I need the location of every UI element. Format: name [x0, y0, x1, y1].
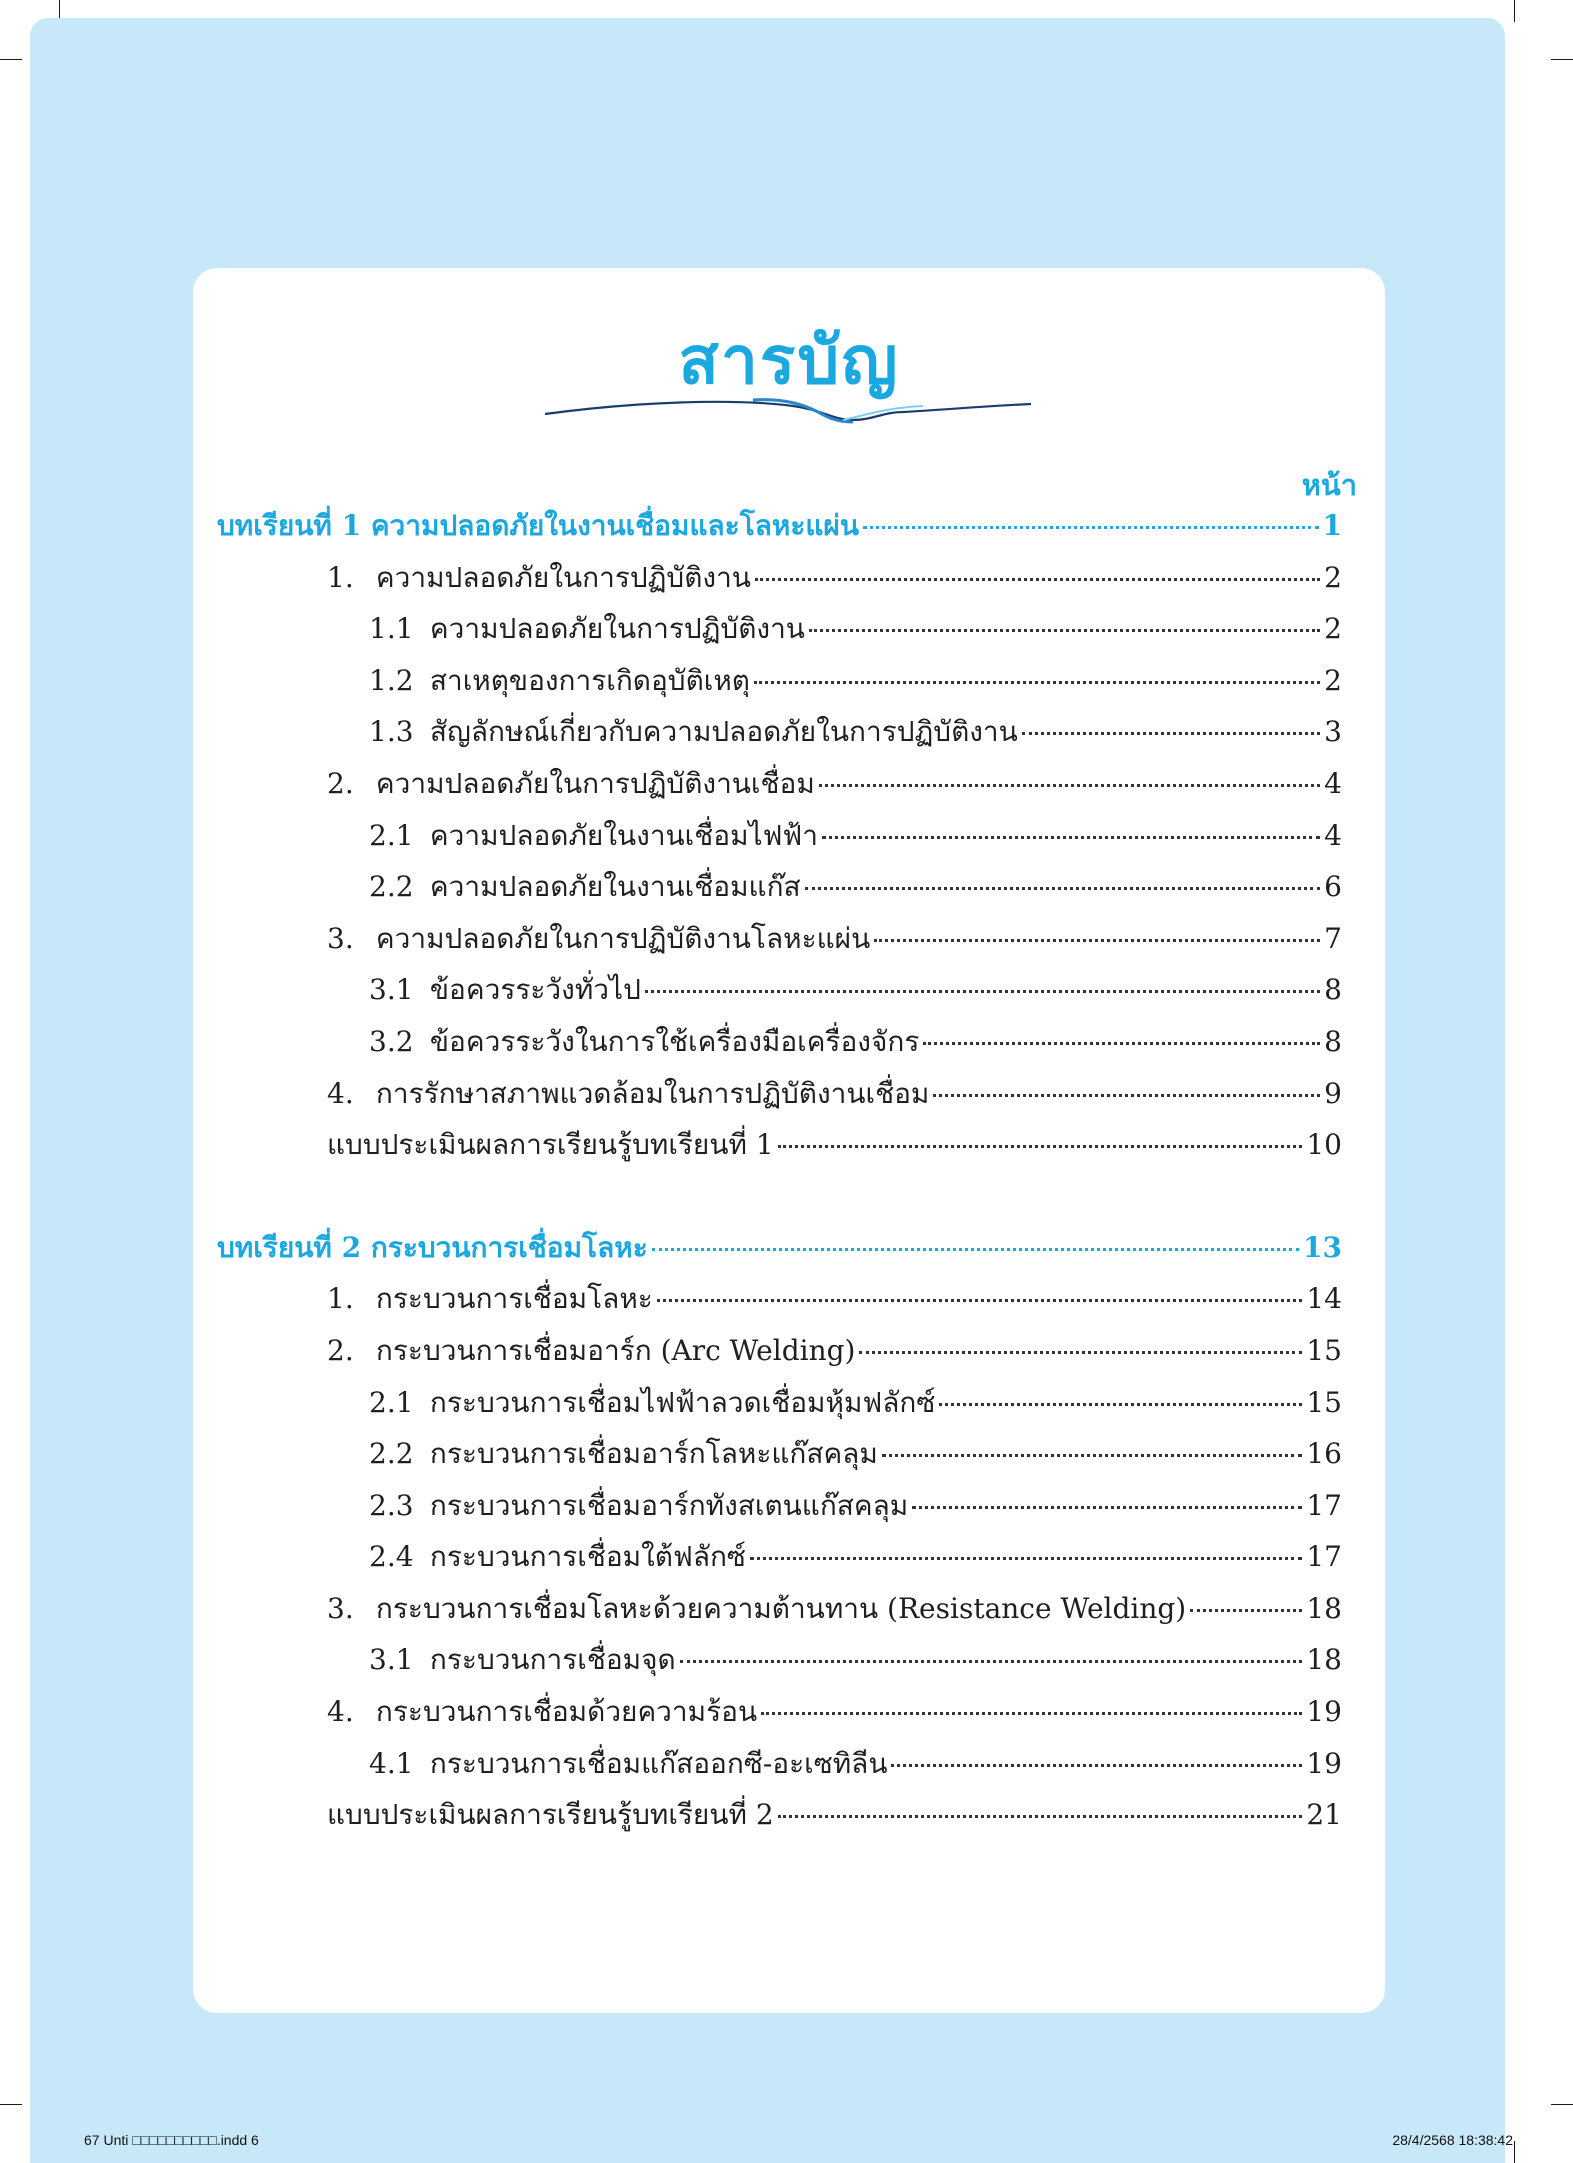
- entry-text: กระบวนการเชื่อมอาร์กทังสเตนแก๊สคลุม: [429, 1488, 909, 1522]
- dot-leader: [819, 784, 1320, 787]
- dot-leader: [805, 887, 1321, 890]
- dot-leader: [933, 1094, 1320, 1097]
- page-title: สารบัญ: [678, 322, 900, 399]
- entry-number: 3.2: [369, 1024, 414, 1058]
- entry-page-number: 6: [1324, 870, 1342, 904]
- toc-entry-row[interactable]: [217, 968, 1342, 1020]
- entry-page-number: 2: [1324, 663, 1342, 697]
- entry-page-number: 21: [1306, 1798, 1342, 1832]
- entry-number: 3.: [327, 921, 354, 955]
- entry-label: [369, 1020, 919, 1064]
- entry-number: 2.4: [369, 1540, 414, 1574]
- entry-number: 2.: [327, 1333, 354, 1367]
- crop-mark: [1514, 2141, 1515, 2163]
- entry-text: แบบประเมินผลการเรียนรู้บทเรียนที่ 1: [327, 1128, 774, 1162]
- entry-number: 2.3: [369, 1488, 414, 1522]
- entry-page-number: 18: [1306, 1643, 1342, 1677]
- entry-number: 2.2: [369, 870, 414, 904]
- entry-page-number: 3: [1324, 715, 1342, 749]
- crop-mark: [0, 59, 22, 60]
- toc-card: [193, 268, 1385, 2013]
- entry-number: 1.3: [369, 715, 414, 749]
- toc-entry-row[interactable]: [217, 1742, 1342, 1794]
- toc-entry-row[interactable]: [217, 1690, 1342, 1742]
- table-of-contents: [217, 504, 1342, 1845]
- print-slug-left: 67 Unti □□□□□□□□□□.indd 6: [84, 2132, 259, 2148]
- entry-page-number: 7: [1324, 921, 1342, 955]
- toc-entry-row[interactable]: [217, 1020, 1342, 1072]
- chapter-page-number: 13: [1303, 1230, 1342, 1264]
- dot-leader: [1190, 1609, 1302, 1612]
- dot-leader: [645, 990, 1320, 993]
- dot-leader: [778, 1815, 1303, 1818]
- entry-page-number: 10: [1306, 1128, 1342, 1162]
- dot-leader: [680, 1660, 1303, 1663]
- entry-page-number: 8: [1324, 973, 1342, 1007]
- entry-text: กระบวนการเชื่อมแก๊สออกซี-อะเซทิลีน: [429, 1746, 888, 1780]
- toc-entry-row[interactable]: [217, 710, 1342, 762]
- entry-text: กระบวนการเชื่อมโลหะ: [375, 1282, 653, 1316]
- dot-leader: [750, 1557, 1302, 1560]
- entry-number: 2.1: [369, 818, 414, 852]
- toc-entry-row[interactable]: [217, 1638, 1342, 1690]
- entry-number: 2.2: [369, 1437, 414, 1471]
- entry-text: กระบวนการเชื่อมอาร์กโลหะแก๊สคลุม: [429, 1437, 878, 1471]
- entry-number: 4.1: [369, 1746, 414, 1780]
- entry-number: 1.1: [369, 612, 414, 646]
- entry-page-number: 15: [1306, 1385, 1342, 1419]
- wave-ornament-icon: [543, 390, 1033, 430]
- entry-text: ความปลอดภัยในงานเชื่อมแก๊ส: [429, 870, 801, 904]
- entry-number: 3.: [327, 1591, 354, 1625]
- entry-page-number: 4: [1324, 766, 1342, 800]
- entry-label: [327, 762, 815, 806]
- entry-page-number: 8: [1324, 1024, 1342, 1058]
- entry-label: [369, 1432, 878, 1476]
- dot-leader: [809, 629, 1320, 632]
- toc-entry-row[interactable]: [217, 865, 1342, 917]
- entry-text: กระบวนการเชื่อมใต้ฟลักซ์: [429, 1540, 746, 1574]
- page-column-header: หน้า: [1301, 468, 1357, 502]
- entry-text: กระบวนการเชื่อมด้วยความร้อน: [375, 1695, 758, 1729]
- entry-number: 4.: [327, 1695, 354, 1729]
- chapter-gap: [217, 1175, 1342, 1226]
- entry-page-number: 2: [1324, 560, 1342, 594]
- dot-leader: [859, 1351, 1302, 1354]
- toc-entry-row[interactable]: [217, 607, 1342, 659]
- entry-number: 2.1: [369, 1385, 414, 1419]
- entry-page-number: 4: [1324, 818, 1342, 852]
- chapter-title: บทเรียนที่ 2 กระบวนการเชื่อมโลหะ: [217, 1230, 648, 1264]
- dot-leader: [912, 1506, 1302, 1509]
- dot-leader: [923, 1042, 1320, 1045]
- entry-number: 2.: [327, 766, 354, 800]
- dot-leader: [657, 1299, 1303, 1302]
- toc-entry-row[interactable]: [217, 1277, 1342, 1329]
- entry-label: [369, 659, 750, 703]
- entry-number: 1.: [327, 560, 354, 594]
- toc-entry-row[interactable]: [217, 556, 1342, 608]
- entry-text: การรักษาสภาพแวดล้อมในการปฏิบัติงานเชื่อม: [375, 1076, 930, 1110]
- dot-leader: [755, 578, 1320, 581]
- entry-label: [369, 607, 805, 651]
- entry-label: [369, 968, 641, 1012]
- dot-leader: [863, 526, 1319, 529]
- entry-page-number: 2: [1324, 612, 1342, 646]
- toc-entry-row[interactable]: [217, 1329, 1342, 1381]
- chapter-title: บทเรียนที่ 1 ความปลอดภัยในงานเชื่อมและโลหะแผ่น: [217, 509, 859, 542]
- entry-label: [327, 1690, 757, 1734]
- toc-entry-row[interactable]: [217, 917, 1342, 969]
- toc-entry-row[interactable]: [217, 1587, 1342, 1639]
- dot-leader: [874, 939, 1320, 942]
- crop-mark: [1551, 2104, 1573, 2105]
- entry-label: [369, 1638, 676, 1682]
- toc-entry-row[interactable]: [217, 814, 1342, 866]
- entry-text: กระบวนการเชื่อมจุด: [429, 1643, 676, 1677]
- toc-entry-row[interactable]: [217, 1484, 1342, 1536]
- toc-entry-row[interactable]: [217, 1432, 1342, 1484]
- entry-number: 3.1: [369, 973, 414, 1007]
- entry-label: [327, 1587, 1186, 1631]
- entry-page-number: 19: [1306, 1746, 1342, 1780]
- toc-chapter-row[interactable]: [217, 504, 1342, 556]
- entry-number: 1.2: [369, 663, 414, 697]
- entry-page-number: 17: [1306, 1488, 1342, 1522]
- chapter-page-number: 1: [1322, 509, 1342, 542]
- entry-number: 1.: [327, 1282, 354, 1316]
- toc-chapter-row[interactable]: [217, 1226, 1342, 1278]
- dot-leader: [822, 836, 1320, 839]
- entry-text: ความปลอดภัยในการปฏิบัติงานเชื่อม: [375, 766, 815, 800]
- dot-leader: [761, 1712, 1302, 1715]
- toc-entry-row[interactable]: [217, 1381, 1342, 1433]
- entry-page-number: 14: [1306, 1282, 1342, 1316]
- dot-leader: [652, 1248, 1299, 1251]
- entry-text: ความปลอดภัยในการปฏิบัติงาน: [429, 612, 805, 646]
- entry-page-number: 19: [1306, 1695, 1342, 1729]
- entry-page-number: 18: [1306, 1591, 1342, 1625]
- entry-text: แบบประเมินผลการเรียนรู้บทเรียนที่ 2: [327, 1798, 774, 1832]
- entry-page-number: 16: [1306, 1437, 1342, 1471]
- toc-entry-row[interactable]: [217, 1793, 1342, 1845]
- entry-label: [327, 1123, 774, 1167]
- toc-entry-row[interactable]: [217, 659, 1342, 711]
- entry-page-number: 17: [1306, 1540, 1342, 1574]
- toc-entry-row[interactable]: [217, 1123, 1342, 1175]
- entry-label: [369, 1742, 887, 1786]
- entry-text: กระบวนการเชื่อมไฟฟ้าลวดเชื่อมหุ้มฟลักซ์: [429, 1385, 936, 1419]
- entry-label: [327, 1793, 774, 1837]
- entry-text: ข้อควรระวังในการใช้เครื่องมือเครื่องจักร: [429, 1024, 920, 1058]
- toc-entry-row[interactable]: [217, 1072, 1342, 1124]
- entry-text: สาเหตุของการเกิดอุบัติเหตุ: [429, 663, 750, 697]
- toc-entry-row[interactable]: [217, 762, 1342, 814]
- toc-entry-row[interactable]: [217, 1535, 1342, 1587]
- dot-leader: [778, 1145, 1303, 1148]
- entry-text: ความปลอดภัยในการปฏิบัติงาน: [375, 560, 751, 594]
- entry-text: ข้อควรระวังทั่วไป: [429, 973, 641, 1007]
- print-slug-right: 28/4/2568 18:38:42: [1392, 2132, 1513, 2148]
- entry-page-number: 9: [1324, 1076, 1342, 1110]
- entry-number: 4.: [327, 1076, 354, 1110]
- entry-label: [369, 814, 818, 858]
- dot-leader: [882, 1454, 1303, 1457]
- entry-label: [327, 917, 870, 961]
- dot-leader: [939, 1403, 1302, 1406]
- dot-leader: [1022, 732, 1320, 735]
- entry-text: สัญลักษณ์เกี่ยวกับความปลอดภัยในการปฏิบัติงาน: [429, 715, 1018, 749]
- entry-text: กระบวนการเชื่อมโลหะด้วยความต้านทาน (Resistance Welding): [375, 1591, 1187, 1625]
- entry-label: [327, 1329, 855, 1373]
- crop-mark: [1514, 0, 1515, 22]
- entry-label: [327, 556, 751, 600]
- entry-label: [369, 1484, 908, 1528]
- entry-label: [327, 1277, 653, 1321]
- entry-label: [369, 710, 1018, 754]
- dot-leader: [754, 681, 1320, 684]
- crop-mark: [1551, 59, 1573, 60]
- dot-leader: [891, 1764, 1302, 1767]
- entry-label: [327, 1072, 929, 1116]
- entry-text: ความปลอดภัยในการปฏิบัติงานโลหะแผ่น: [375, 921, 871, 955]
- entry-number: 3.1: [369, 1643, 414, 1677]
- entry-text: กระบวนการเชื่อมอาร์ก (Arc Welding): [375, 1333, 856, 1367]
- entry-label: [369, 1535, 746, 1579]
- entry-label: [369, 1381, 935, 1425]
- entry-label: [369, 865, 801, 909]
- crop-mark: [0, 2104, 22, 2105]
- entry-page-number: 15: [1306, 1333, 1342, 1367]
- entry-text: ความปลอดภัยในงานเชื่อมไฟฟ้า: [429, 818, 818, 852]
